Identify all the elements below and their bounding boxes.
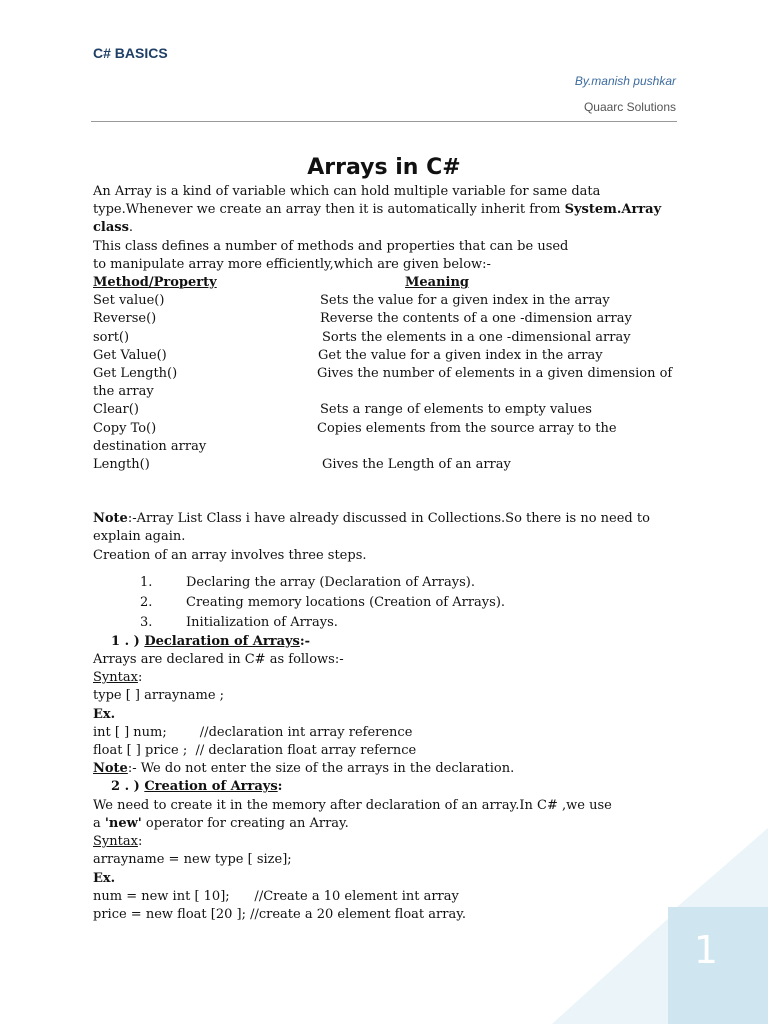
desc-text: a [93,815,105,831]
page-number: 1 [693,928,718,972]
section-desc: Arrays are declared in C# as follows:- [93,652,344,668]
syntax-colon: : [137,670,143,686]
list-item [93,613,673,633]
table-row [93,310,673,328]
table-row [93,456,673,474]
meaning-cell-continued: the array [93,384,154,400]
meaning-cell: Gives the Length of an array [322,457,511,473]
note-paragraph [93,760,673,778]
meaning-cell: Sets the value for a given index in the array [320,293,610,309]
list-item [93,573,673,593]
list-item [93,593,673,613]
intro-line [93,219,673,237]
header-title: C# BASICS [93,45,168,61]
section-desc [93,815,673,833]
step-text: Initialization of Arrays. [186,614,338,630]
desc-text: operator for creating an Array. [141,815,349,831]
meaning-cell: Sets a range of elements to empty values [320,402,592,418]
syntax-label-text: Syntax [93,834,138,850]
meaning-cell-continued: destination array [93,438,207,454]
document-body [93,183,673,924]
note-label: Note [93,761,128,777]
section-heading-declaration [93,633,673,651]
section-number: 1 . ) [111,633,140,649]
spacer [93,474,673,510]
syntax-colon: : [137,834,143,850]
method-cell: Copy To() [93,420,157,436]
corner-light-edge [677,828,768,907]
method-cell: sort() [93,329,130,345]
section-title: Creation of Arrays [144,779,278,795]
syntax-line: type [ ] arrayname ; [93,688,225,704]
method-cell: Set value() [93,293,165,309]
note-text: :-Array List Class i have already discussed in Collections.So there is no need to [127,511,650,527]
creation-intro: Creation of an array involves three steps. [93,547,367,563]
step-text: Creating memory locations (Creation of Arrays). [186,594,506,610]
header-author: By.manish pushkar [574,74,676,88]
method-cell: Get Value() [93,347,167,363]
step-text: Declaring the array (Declaration of Arrays). [186,574,475,590]
code-line: num = new int [ 10]; //Create a 10 element int array [93,888,459,904]
meaning-cell: Copies elements from the source array to the [317,420,617,436]
intro-line [93,201,673,219]
step-number: 2. [140,594,153,610]
meaning-cell: Get the value for a given index in the array [318,347,603,363]
note-paragraph [93,510,673,528]
intro-text: type.Whenever we create an array then it is automatically inherit from [93,202,565,218]
method-cell: Clear() [93,402,139,418]
col-header-method: Method/Property [93,275,217,291]
method-cell: Length() [93,457,150,473]
header-company: Quaarc Solutions [583,100,676,114]
code-line: price = new float [20 ]; //create a 20 element float array. [93,906,466,922]
syntax-line: arrayname = new type [ size]; [93,852,292,868]
col-header-meaning: Meaning [405,275,470,291]
section-heading-creation [93,778,673,796]
intro-text: . [128,220,134,236]
intro-line: This class defines a number of methods and properties that can be used [93,238,569,254]
table-row [93,347,673,365]
syntax-label [93,669,673,687]
example-label: Ex. [93,706,116,722]
steps-list [93,573,673,633]
meaning-cell: Gives the number of elements in a given dimension of [317,366,673,382]
code-line: int [ ] num; //declaration int array reference [93,724,413,740]
method-cell: Get Length() [93,366,178,382]
step-number: 3. [140,614,153,630]
desc-bold: 'new' [104,815,142,831]
intro-line: to manipulate array more efficiently,which are given below:- [93,256,491,272]
table-row [93,292,673,310]
table-row [93,365,673,383]
meaning-cell: Sorts the elements in a one -dimensional array [322,329,631,345]
meaning-cell: Reverse the contents of a one -dimension array [320,311,632,327]
syntax-label [93,833,673,851]
table-row [93,401,673,419]
intro-line: An Array is a kind of variable which can hold multiple variable for same data [93,184,601,199]
corner-dark-block [668,907,768,1024]
table-row [93,420,673,438]
page-title: Arrays in C# [307,155,461,180]
section-suffix: :- [299,633,311,649]
section-title: Declaration of Arrays [144,633,300,649]
table-header [93,274,673,292]
section-desc: We need to create it in the memory after declaration of an array.In C# ,we use [93,797,612,813]
note-label: Note [93,511,128,527]
section-suffix: : [277,779,283,795]
step-number: 1. [140,574,153,590]
syntax-label-text: Syntax [93,670,138,686]
note-paragraph: explain again. [93,529,186,545]
code-line: float [ ] price ; // declaration float array refernce [93,743,417,759]
intro-bold: class [93,220,129,236]
table-row [93,329,673,347]
method-cell: Reverse() [93,311,157,327]
example-label: Ex. [93,870,116,886]
section-number: 2 . ) [111,779,140,795]
intro-bold: System.Array [564,202,662,218]
note-text: :- We do not enter the size of the arrays in the declaration. [127,761,515,777]
